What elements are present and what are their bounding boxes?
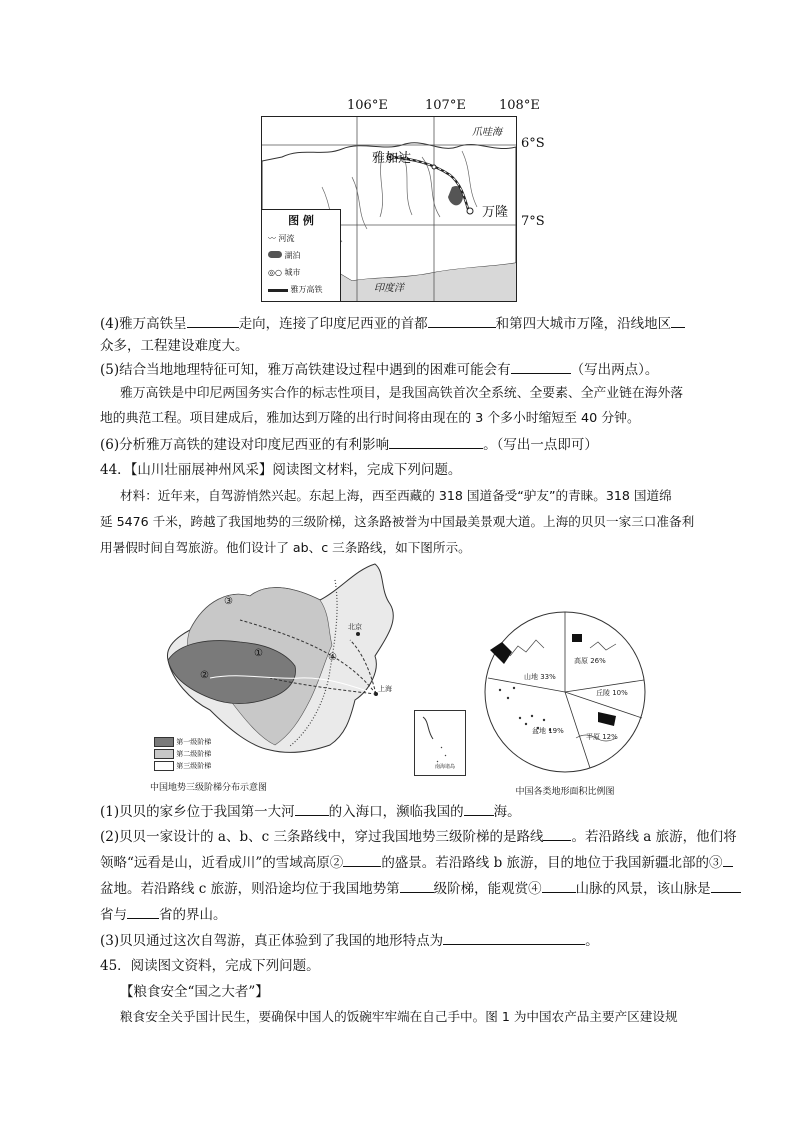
answer-blank[interactable] (295, 801, 329, 816)
question-44-2-line2: 领略“远看是山，近看成川”的雪域高原② 的盛景。若沿路线 b 旅游，目的地位于我国新疆北部的③ (100, 852, 733, 873)
answer-blank[interactable] (542, 878, 576, 893)
terrain-pie-figure (480, 608, 650, 798)
south-sea-inset (414, 710, 466, 776)
china-terrain-map (150, 560, 470, 798)
answer-blank[interactable] (711, 878, 741, 893)
question-4-line1: (4)雅万高铁呈 走向，连接了印度尼西亚的首都 和第四大城市万隆，沿线地区 (100, 313, 685, 334)
question-44-1: (1)贝贝的家乡位于我国第一大河 的入海口，濒临我国的 海。 (100, 801, 521, 822)
terrain-legend (154, 736, 211, 772)
question-44-3: (3)贝贝通过这次自驾游，真正体验到了我国的地形特点为 。 (100, 930, 599, 951)
city-bandung-label: 万隆 (482, 205, 509, 220)
map1-legend (262, 209, 341, 302)
question-44-2-line1: (2)贝贝一家设计的 a、b、c 三条路线中，穿过我国地势三级阶梯的是路线 。若沿路线 a 旅游，他们将 (100, 826, 737, 847)
step3-swatch (154, 761, 174, 771)
legend-city (268, 264, 323, 281)
legend-step2: 第二级阶梯 (154, 748, 211, 760)
marker-2: ② (200, 670, 209, 681)
lon-label-106: 106°E (347, 98, 388, 113)
question-45-heading: 45．阅读图文资料，完成下列问题。 (100, 958, 320, 974)
material-line: 延 5476 千米，跨越了我国地势的三级阶梯，这条路被誉为中国最美景观大道。上海的贝贝一家三口准备利 (100, 514, 695, 529)
lon-label-107: 107°E (425, 98, 466, 113)
pie-label-hills: 丘陵 10% (596, 689, 628, 697)
question-6: (6)分析雅万高铁的建设对印度尼西亚的有利影响 。（写出一点即可） (100, 434, 598, 455)
legend-lake-label: 湖泊 (284, 251, 301, 260)
lat-label-7s: 7°S (521, 214, 545, 229)
answer-blank[interactable] (543, 826, 571, 841)
lake-icon (268, 251, 282, 258)
answer-blank[interactable] (464, 801, 494, 816)
marker-4: ④ (328, 652, 337, 663)
inset-label: 南海诸岛 (435, 764, 456, 770)
pie-label-mountain: 山地 33% (524, 673, 556, 681)
legend-rail-label: 雅万高铁 (290, 285, 323, 294)
answer-blank[interactable] (723, 852, 733, 867)
legend-title: 图 例 (288, 214, 314, 227)
indonesia-map (255, 98, 555, 310)
city-icon: ◎○ (268, 268, 282, 277)
answer-blank[interactable] (127, 904, 159, 919)
legend-lake (268, 247, 323, 264)
question-4-line2: 众多，工程建设难度大。 (100, 338, 249, 354)
step2-swatch (154, 749, 174, 759)
legend-step3: 第三级阶梯 (154, 760, 211, 772)
indonesia-map-frame (261, 116, 517, 302)
legend-rail (268, 281, 323, 298)
railway-icon (268, 289, 288, 292)
shanghai-label: 上海 (378, 685, 392, 693)
legend-step1: 第一级阶梯 (154, 736, 211, 748)
material-line: 材料：近年来，自驾游悄然兴起。东起上海，西至西藏的 318 国道备受“驴友”的青睐。318 国道绵 (120, 488, 672, 503)
question-45-subheading: 【粮食安全“国之大者”】 (120, 984, 269, 1000)
legend-river (268, 230, 323, 247)
marker-3: ③ (224, 596, 233, 607)
paragraph-line: 地的典范工程。项目建成后，雅加达到万隆的出行时间将由现在的 3 个多小时缩短至 40 分钟。 (100, 411, 640, 426)
indian-ocean-label: 印度洋 (374, 283, 404, 294)
legend-river-label: 河流 (278, 234, 295, 243)
answer-blank[interactable] (671, 313, 685, 328)
question-45-text: 粮食安全关乎国计民生，要确保中国人的饭碗牢牢端在自己手中。图 1 为中国农产品主要产区建设规 (120, 1009, 678, 1024)
legend-items (268, 230, 323, 298)
answer-blank[interactable] (428, 313, 496, 328)
city-jakarta-label: 雅加达 (372, 151, 412, 166)
question-44-2-line4: 省与 省的界山。 (100, 904, 227, 925)
river-icon: 〰 (268, 234, 276, 243)
answer-blank[interactable] (389, 434, 483, 449)
question-44-2-line3: 盆地。若沿路线 c 旅游，则沿途均位于我国地势第 级阶梯，能观赏④ 山脉的风景，该山脉是 (100, 878, 741, 899)
java-sea-label: 爪哇海 (472, 127, 502, 138)
answer-blank[interactable] (400, 878, 434, 893)
pie-caption: 中国各类地形面积比例图 (515, 787, 615, 797)
lat-label-6s: 6°S (521, 136, 545, 151)
question-5: (5)结合当地地理特征可知，雅万高铁建设过程中遇到的困难可能会有 （写出两点）。 (100, 359, 658, 380)
answer-blank[interactable] (187, 313, 239, 328)
pie-label-basin: 盆地 19% (532, 727, 564, 735)
legend-city-label: 城市 (284, 268, 301, 277)
paragraph-line: 雅万高铁是中印尼两国务实合作的标志性项目，是我国高铁首次全系统、全要素、全产业链在海外落 (120, 386, 684, 401)
answer-blank[interactable] (511, 359, 571, 374)
lon-label-108: 108°E (499, 98, 540, 113)
beijing-label: 北京 (348, 623, 362, 631)
material-line: 用暑假时间自驾旅游。他们设计了 ab、c 三条路线，如下图所示。 (100, 540, 471, 555)
answer-blank[interactable] (343, 852, 381, 867)
pie-label-plateau: 高原 26% (574, 657, 606, 665)
marker-1: ① (254, 648, 263, 659)
terrain-map-caption: 中国地势三级阶梯分布示意图 (150, 783, 268, 793)
question-44-heading: 44．【山川壮丽展神州风采】阅读图文材料，完成下列问题。 (100, 462, 462, 478)
step1-swatch (154, 737, 174, 747)
pie-label-plain: 平原 12% (586, 733, 618, 741)
answer-blank[interactable] (443, 930, 585, 945)
